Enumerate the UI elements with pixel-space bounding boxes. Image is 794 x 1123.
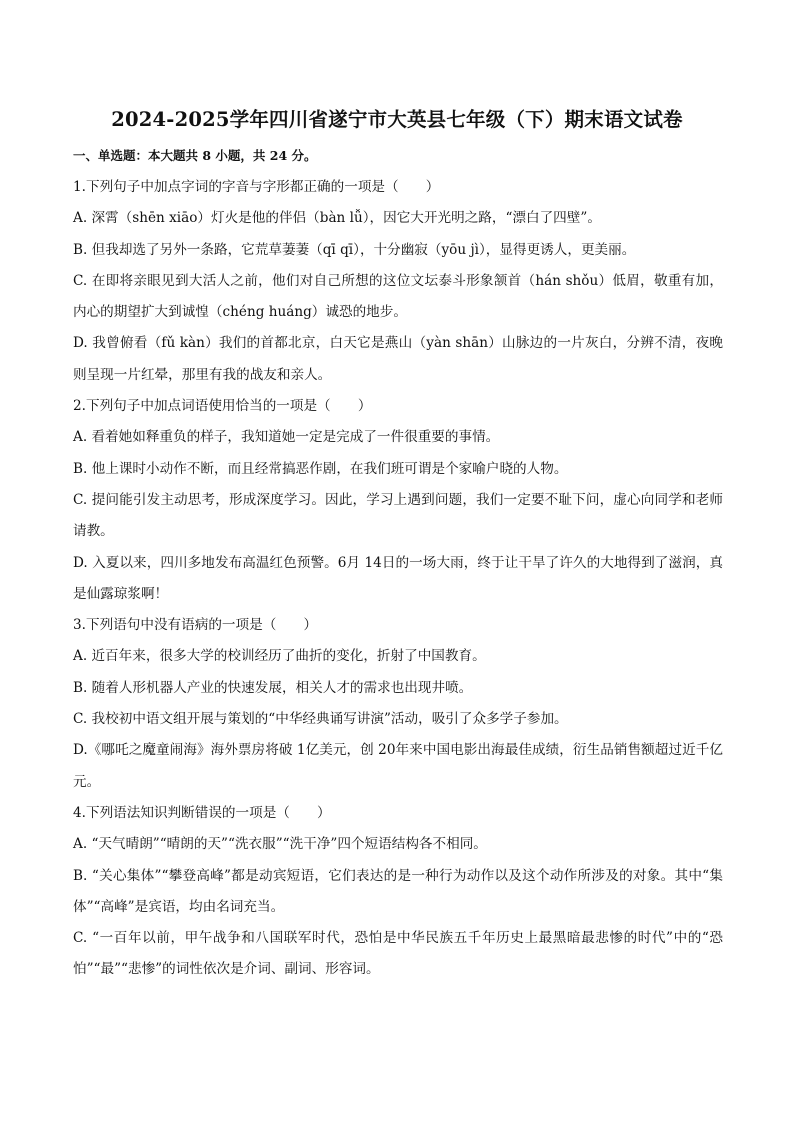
option-d: D.《哪吒之魔童闹海》海外票房将破 1亿美元，创 20年来中国电影出海最佳成绩，衍生品销售额超过近千亿元。 <box>73 742 723 790</box>
question-stem: 1.下列句子中加点字词的字音与字形都正确的一项是（ ） <box>73 179 440 195</box>
question-4 <box>73 798 723 986</box>
option-b: B. 但我却选了另外一条路，它荒草萋萋（qī qī），十分幽寂（yōu jì），显得更诱人，更美丽。 <box>73 241 636 258</box>
option-a: A. 近百年来，很多大学的校训经历了曲折的变化，折射了中国教育。 <box>73 648 486 665</box>
option-c: C. 我校初中语文组开展与策划的“中华经典诵写讲演”活动，吸引了众多学子参加。 <box>73 711 568 728</box>
option-b: B. 随着人形机器人产业的快速发展，相关人才的需求也出现井喷。 <box>73 679 473 696</box>
section-heading: 一、单选题：本大题共 8 小题，共 24 分。 <box>73 148 317 163</box>
question-stem: 4.下列语法知识判断错误的一项是（ ） <box>73 804 331 821</box>
option-a: A. 看着她如释重负的样子，我知道她一定是完成了一件很重要的事情。 <box>73 429 500 446</box>
question-stem: 3.下列语句中没有语病的一项是（ ） <box>73 617 318 634</box>
question-list <box>73 172 723 986</box>
question-1 <box>73 172 723 391</box>
option-b: B. “关心集体”“攀登高峰”都是动宾短语，它们表达的是一种行为动作以及这个动作所涉及的对象。其中“集体”“高峰”是宾语，均由名词充当。 <box>73 867 723 915</box>
question-3 <box>73 610 723 798</box>
option-b: B. 他上课时小动作不断，而且经常搞恶作剧，在我们班可谓是个家喻户晓的人物。 <box>73 460 568 477</box>
option-a: A. 深霄（shēn xiāo）灯火是他的伴侣（bàn lǚ），因它大开光明之路，“漂白了四壁”。 <box>73 210 601 227</box>
option-c: C. 提问能引发主动思考，形成深度学习。因此，学习上遇到问题，我们一定要不耻下问，虚心向同学和老师请教。 <box>73 491 723 540</box>
exam-title: 2024-2025学年四川省遂宁市大英县七年级（下）期末语文试卷 <box>111 108 683 131</box>
option-d: D. 我曾俯看（fǔ kàn）我们的首都北京，白天它是燕山（yàn shān）山脉边的一片灰白，分辨不清，夜晚则呈现一片红晕，那里有我的战友和亲人。 <box>73 335 723 383</box>
question-stem: 2.下列句子中加点词语使用恰当的一项是（ ） <box>73 398 372 415</box>
option-d: D. 入夏以来，四川多地发布高温红色预警。6月 14日的一场大雨，终于让干旱了许久的大地得到了滋润，真是仙露琼浆啊！ <box>73 554 723 602</box>
option-c: C. “一百年以前，甲午战争和八国联军时代，恐怕是中华民族五千年历史上最黑暗最悲惨的时代”中的“恐怕”“最”“悲惨”的词性依次是介词、副词、形容词。 <box>73 930 723 978</box>
question-2 <box>73 391 723 610</box>
option-c: C. 在即将亲眼见到大活人之前，他们对自己所想的这位文坛泰斗形象颔首（hán shǒu）低眉，敬重有加，内心的期望扩大到诚惶（chéng huáng）诚恐的地步。 <box>73 272 723 321</box>
option-a: A. “天气晴朗”“晴朗的天”“洗衣服”“洗干净”四个短语结构各不相同。 <box>73 836 487 853</box>
